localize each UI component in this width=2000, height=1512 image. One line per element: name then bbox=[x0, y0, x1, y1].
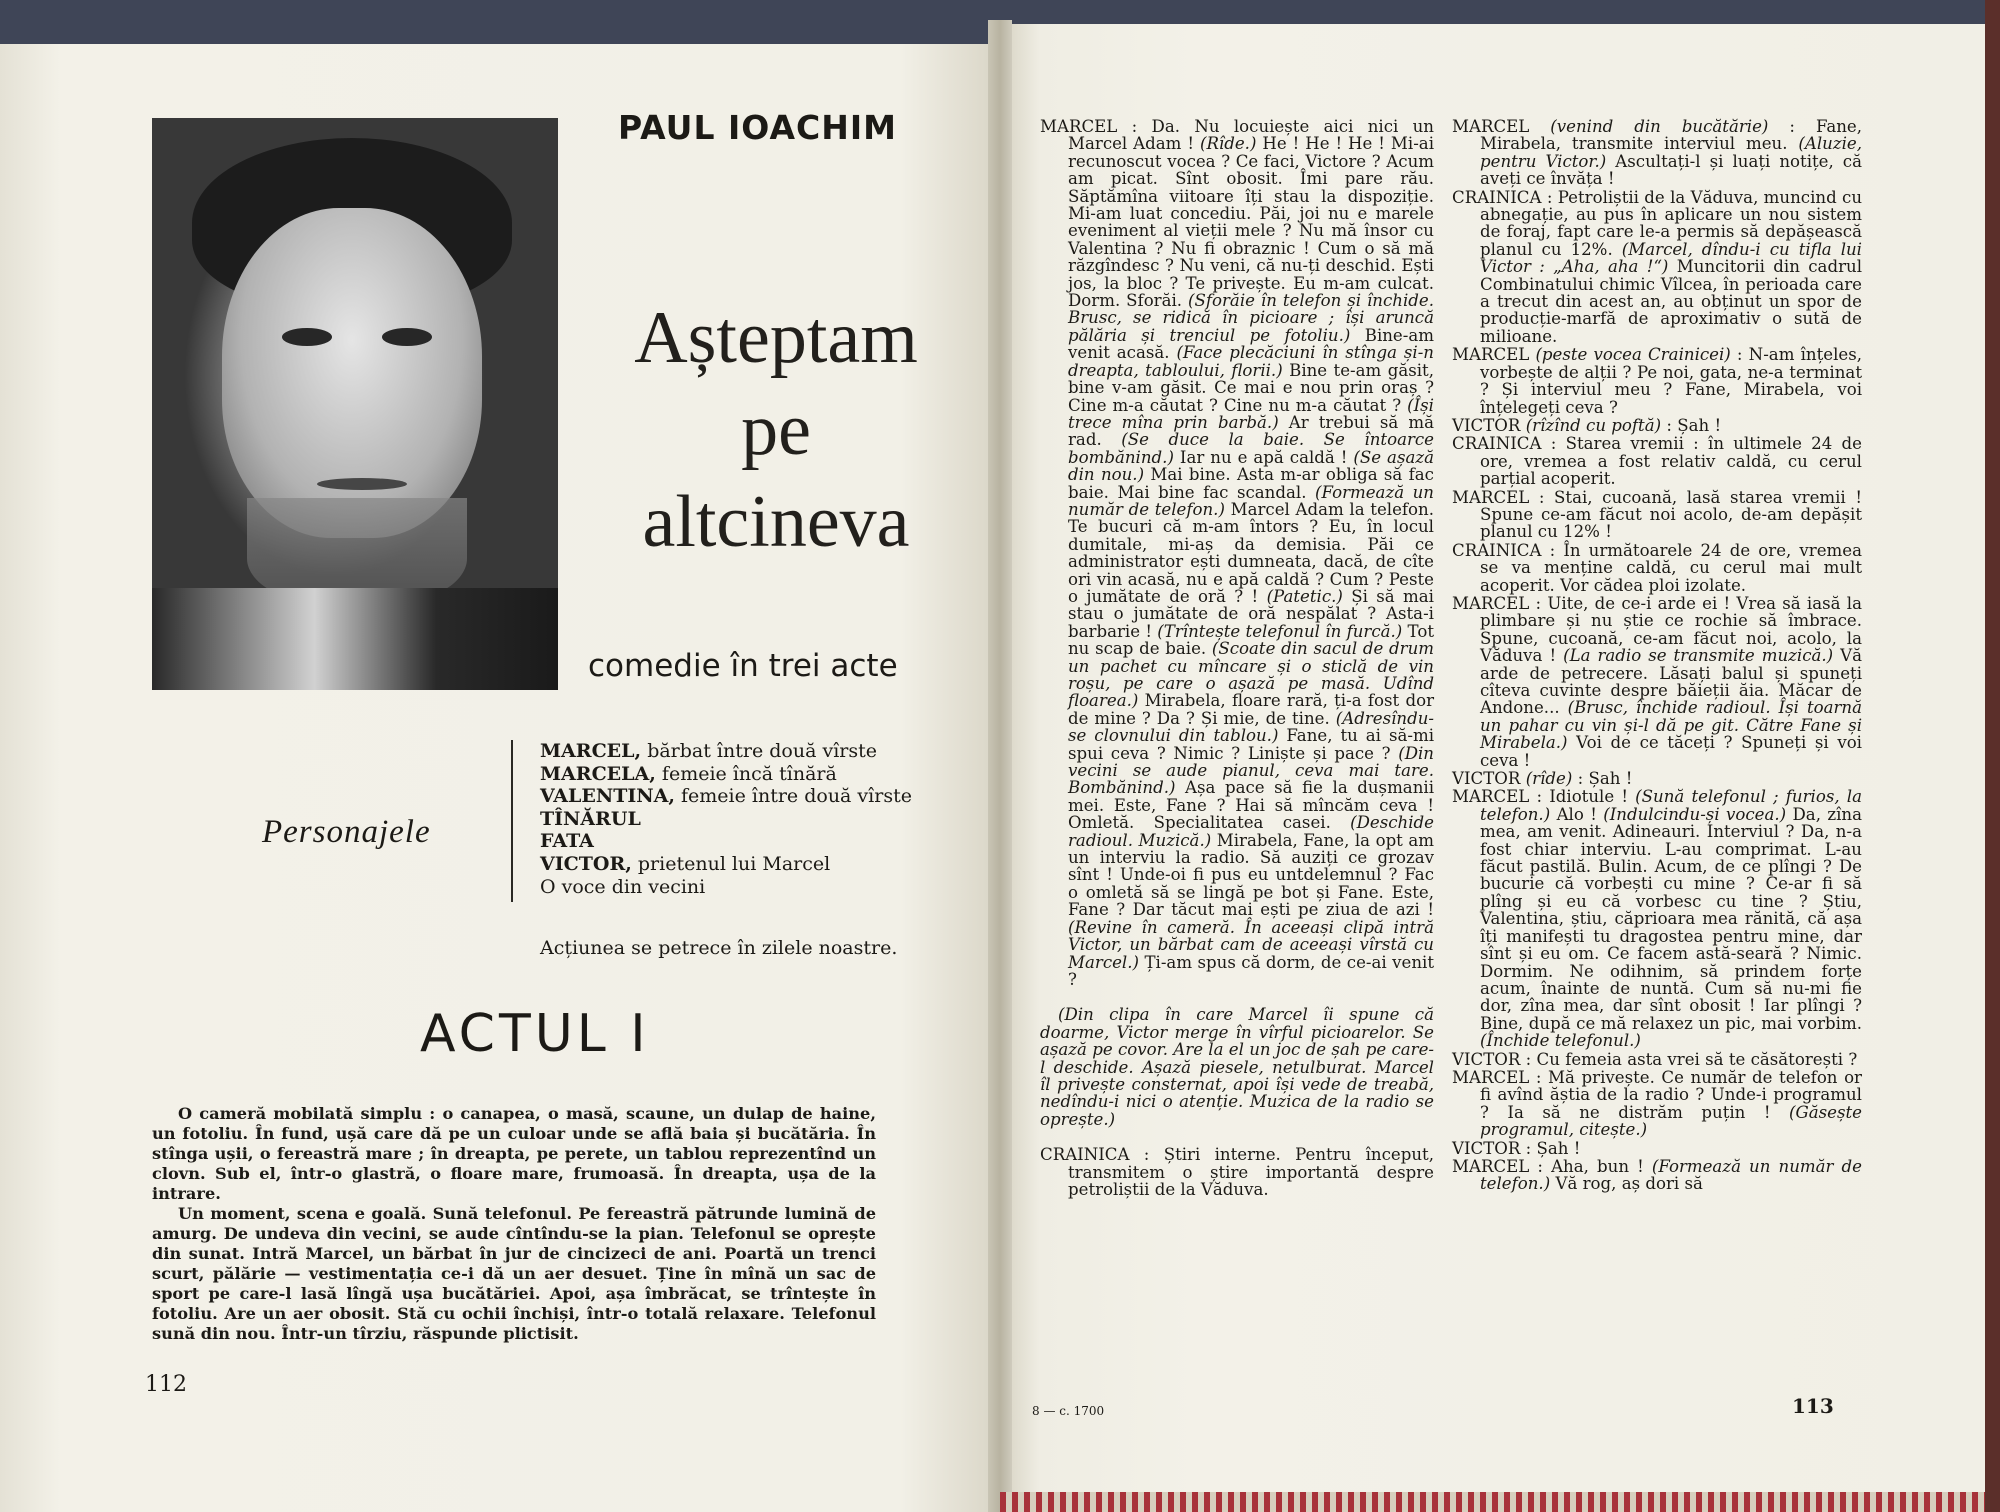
dialogue-paragraph: MARCEL : Stai, cucoană, lasă starea vremii ! Spune ce-am făcut noi acolo, de-am depășit planul cu 12% ! bbox=[1452, 487, 1862, 542]
stage-directions bbox=[152, 1104, 876, 1344]
act-heading: ACTUL I bbox=[420, 1004, 650, 1064]
character-item: VALENTINA, femeie între două vîrste bbox=[540, 785, 912, 808]
dialogue-paragraph: CRAINICA : Știri interne. Pentru început, transmitem o știre importantă despre petroliștii de la Văduva. bbox=[1040, 1145, 1434, 1199]
title-line: Așteptam bbox=[634, 297, 918, 379]
dialogue-paragraph: VICTOR : Cu femeia asta vrei să te căsătorești ? bbox=[1452, 1049, 1858, 1069]
stage-direction-paragraph: (Din clipa în care Marcel îi spune că doarme, Victor merge în vîrful picioarelor. Se așază pe covor. Are la el un joc de șah pe care-l deschide. Așază piesele, netulburat. Marcel îl privește consternat, apoi își vede de treabă, nedîndu-i nici o atenție. Muzica de la radio se oprește.) bbox=[1040, 1005, 1434, 1129]
dialogue-paragraph: VICTOR (rîde) : Șah ! bbox=[1452, 769, 1633, 789]
dialogue-paragraph: VICTOR (rîzînd cu poftă) : Șah ! bbox=[1452, 415, 1722, 435]
dialogue-paragraph: MARCEL : Idiotule ! (Sună telefonul ; furios, la telefon.) Alo ! (Indulcindu-și vocea.) Da, zîna mea, am venit. Adineauri. Interviul ? Da, n-a fost chiar interviu. L-au comprimat. L-au făcut pastilă. Bulin. Acum, de ce plîngi ? De bucurie că vorbești cu mine ? Ce-ar fi să plîng și eu că vorbesc cu tine ? Știu, Valentina, știu, căprioara mea rănită, că așa îți manifești tu dragostea pentru mine, dar sînt și eu om. Ce facem astă-seară ? Nimic. Dormim. Ne odihnim, să prindem forțe acum, înainte de nuntă. Cum să nu-mi fie dor, zîna mea, dar sînt obosit ! Iar plîngi ? Bine, după ce mă relaxez un pic, mai vorbim. (Închide telefonul.) bbox=[1452, 787, 1862, 1051]
dialogue-paragraph: CRAINICA : În următoarele 24 de ore, vremea se va menține caldă, cu cerul mai mult acoperit. Vor cădea ploi izolate. bbox=[1452, 540, 1862, 595]
character-item: FATA bbox=[540, 830, 594, 853]
stage-paragraph: Un moment, scena e goală. Sună telefonul. Pe fereastră pătrunde lumină de amurg. De undeva din vecini, se aude cîntîndu-se la pian. Telefonul se oprește din sunat. Intră Marcel, un bărbat în jur de cincizeci de ani. Poartă un trenci scurt, pălărie — vestimentația ce-i dă un aer desuet. Ține în mînă un sac de sport pe care-l lasă lîngă ușa bucătăriei. Apoi, așa îmbrăcat, se trîntește în fotoliu. Are un aer obosit. Stă cu ochii închiși, într-o totală relaxare. Telefonul sună din nou. Într-un tîrziu, răspunde plictisit. bbox=[152, 1204, 876, 1343]
book-gutter bbox=[988, 20, 1012, 1512]
author-name: PAUL IOACHIM bbox=[618, 108, 897, 147]
dialogue-paragraph: MARCEL : Aha, bun ! (Formează un număr de telefon.) Vă rog, aș dori să bbox=[1452, 1156, 1862, 1194]
play-subtitle: comedie în trei acte bbox=[588, 648, 898, 684]
dialogue-paragraph: CRAINICA : Starea vremii : în ultimele 24 de ore, vremea a fost relativ caldă, cu cerul parțial acoperit. bbox=[1452, 434, 1862, 489]
character-item: VICTOR, prietenul lui Marcel bbox=[540, 852, 831, 875]
title-line: pe bbox=[741, 389, 811, 471]
printer-signature: 8 — c. 1700 bbox=[1032, 1404, 1105, 1418]
book-cover-edge bbox=[1985, 0, 2000, 1512]
character-item: TÎNĂRUL bbox=[540, 807, 641, 830]
title-line: altcineva bbox=[642, 481, 910, 563]
dialogue-paragraph: CRAINICA : Petroliștii de la Văduva, muncind cu abnegație, au pus în aplicare un nou sistem de foraj, fapt care le-a permis să depășească planul cu 12%. (Marcel, dîndu-i cu tifla lui Victor : „Aha, aha !“) Muncitorii din cadrul Combinatului chimic Vîlcea, în perioada care a trecut din acest an, au obținut un spor de producție-marfă de aproximativ o sută de milioane. bbox=[1452, 187, 1862, 346]
dialogue-paragraph: MARCEL : Uite, de ce-i arde ei ! Vrea să iasă la plimbare și nu știe ce rochie să îmbrace. Spune, cucoană, ce-am făcut noi, acolo, la Văduva ! (La radio se transmite muzică.) Vă arde de petrecere. Lăsați balul și spuneți cîteva cuvinte despre băieții ăia. Măcar de Andone... (Brusc, închide radioul. Își toarnă un pahar cu vin și-l dă pe git. Către Fane și Mirabela.) Voi de ce tăceți ? Spuneți și voi ceva ! bbox=[1452, 593, 1863, 770]
character-item: MARCELA, femeie încă tînără bbox=[540, 762, 837, 785]
character-item: MARCEL, bărbat între două vîrste bbox=[540, 740, 877, 762]
dialogue-paragraph: MARCEL : Mă privește. Ce număr de telefon or fi avînd ăștia de la radio ? Unde-i programul ? Ia să ne distrăm puțin ! (Găsește programul, citește.) bbox=[1452, 1067, 1862, 1140]
text-column-1 bbox=[1040, 118, 1434, 1199]
cast-divider bbox=[511, 740, 513, 902]
play-title bbox=[606, 292, 946, 568]
dialogue-paragraph: MARCEL (peste vocea Crainicei) : N-am înțeles, vorbește de alții ? Pe noi, gata, ne-a terminat ? Și interviul meu ? Fane, Mirabela, voi înțelegeți ceva ? bbox=[1452, 345, 1862, 417]
page-number-right: 113 bbox=[1792, 1394, 1834, 1418]
author-portrait-photo bbox=[152, 118, 558, 690]
character-list bbox=[540, 740, 912, 898]
character-item: O voce din vecini bbox=[540, 875, 706, 898]
dialogue-paragraph: MARCEL (venind din bucătărie) : Fane, Mirabela, transmite interviul meu. (Aluzie, pentru Victor.) Ascultați-l și luați notițe, că aveți ce învăța ! bbox=[1452, 117, 1863, 189]
headband bbox=[1000, 1492, 1985, 1512]
stage-paragraph: O cameră mobilată simplu : o canapea, o masă, scaune, un dulap de haine, un fotoliu. În fund, ușă care dă pe un culoar unde se află baia și bucătăria. În stînga ușii, o fereastră mare ; în dreapta, pe perete, un tablou reprezentînd un clovn. Sub el, într-o glastră, o floare mare, frumoasă. În dreapta, ușa de la intrare. bbox=[152, 1104, 876, 1203]
dialogue-paragraph: VICTOR : Șah ! bbox=[1452, 1138, 1581, 1158]
setting-note: Acțiunea se petrece în zilele noastre. bbox=[540, 937, 898, 959]
dialogue-paragraph: MARCEL : Da. Nu locuiește aici nici un Marcel Adam ! (Rîde.) He ! He ! He ! Mi-ai recunoscut vocea ? Ce faci, Victore ? Acum am picat. Sînt obosit. Îmi pare rău. Săptămîna viitoare îți stau la dispoziție. Mi-am luat concediu. Păi, joi nu e marele eveniment al vieții mele ? Nu mă însor cu Valentina ? Nu fi obraznic ! Cum o să mă răzgîndesc ? Nu veni, că nu-ți deschid. Ești jos, la bloc ? Te privește. Eu m-am culcat. Dorm. Sforăi. (Sforăie în telefon și închide. Brusc, se ridică în picioare ; își aruncă pălăria și trenciul pe fotoliu.) Bine-am venit acasă. (Face plecăciuni în stînga și-n dreapta, tabloului, florii.) Bine te-am găsit, bine v-am găsit. Ce mai e nou prin oraș ? Cine m-a căutat ? Cine nu m-a căutat ? (Își trece mîna prin barbă.) Ar trebui să mă rad. (Se duce la baie. Se întoarce bombănind.) Iar nu e apă caldă ! (Se așază din nou.) Mai bine. Asta m-ar obliga să fac baie. Mai bine fac scandal. (Formează un număr de telefon.) Marcel Adam la telefon. Te bucuri că m-am întors ? Eu, în locul dumitale, mi-aș da demisia. Păi ce administrator ești dumneata, dacă, de cîte ori vin acasă, nu e apă caldă ? Cum ? Peste o jumătate de oră ? ! (Patetic.) Și să mai stau o jumătate de oră nespălat ? Asta-i barbarie ! (Trîntește telefonul în furcă.) Tot nu scap de baie. (Scoate din sacul de drum un pachet cu mîncare și o sticlă de vin roșu, pe care o așază pe masă. Udînd floarea.) Mirabela, floare rară, ți-a fost dor de mine ? Da ? Și mie, de tine. (Adresîndu-se clovnului din tablou.) Fane, tu ai să-mi spui ceva ? Nimic ? Liniște și pace ? (Din vecini se aude pianul, ceva mai tare. Bombănind.) Așa pace să fie la dușmanii mei. Este, Fane ? Hai să mîncăm ceva ! Omletă. Specialitatea casei. (Deschide radioul. Muzică.) Mirabela, Fane, la opt am un interviu la radio. Să auziți ce grozav sînt ! Unde-oi fi pus eu untdelemnul ? Fac o omletă să se lingă pe bot și Fane. Este, Fane ? Dar tăcut mai ești pe ziua de azi ! (Revine în cameră. În aceeași clipă intră Victor, un bărbat cam de aceeași vîrstă cu Marcel.) Ți-am spus că dorm, de ce-ai venit ? bbox=[1040, 117, 1435, 989]
page-number-left: 112 bbox=[145, 1372, 187, 1397]
characters-label: Personajele bbox=[262, 814, 431, 850]
text-column-2 bbox=[1452, 118, 1862, 1194]
